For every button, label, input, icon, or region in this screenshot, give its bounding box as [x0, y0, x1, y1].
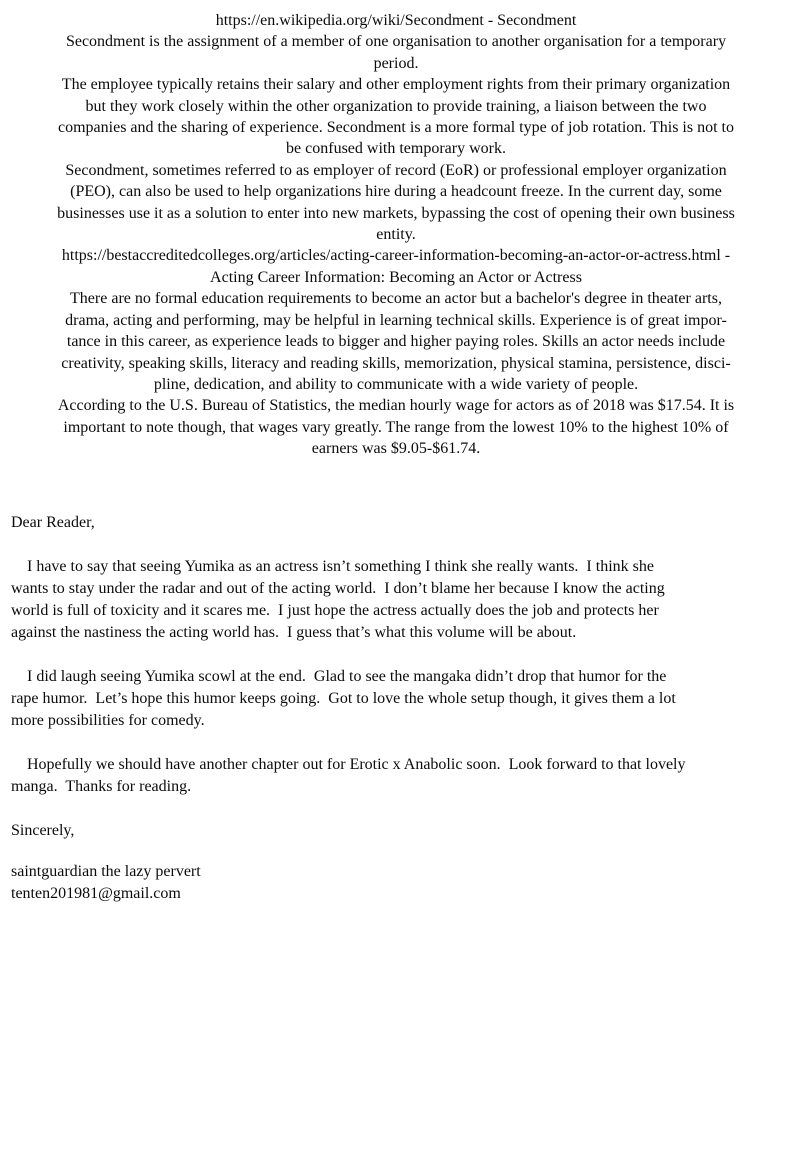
- reference-excerpts-block: [11, 10, 781, 460]
- text-line: world is full of toxicity and it scares me. I just hope the actress actually does the job and protects her: [11, 601, 659, 619]
- text-line: creativity, speaking skills, literacy and reading skills, memorization, physical stamina, persistence, disci-: [61, 354, 731, 372]
- letter-paragraph-2: [11, 666, 781, 732]
- text-line: Secondment, sometimes referred to as employer of record (EoR) or professional employer organization: [65, 161, 727, 179]
- text-line: against the nastiness the acting world has. I guess that’s what this volume will be about.: [11, 623, 577, 641]
- letter-salutation: [11, 512, 781, 534]
- text-line: I did laugh seeing Yumika scowl at the end. Glad to see the mangaka didn’t drop that humor for the: [11, 667, 667, 685]
- text-line: more possibilities for comedy.: [11, 711, 205, 729]
- text-line: Acting Career Information: Becoming an Actor or Actress: [210, 268, 582, 286]
- text-line: Dear Reader,: [11, 513, 95, 531]
- text-line: tenten201981@gmail.com: [11, 884, 181, 902]
- letter-body: [11, 512, 781, 905]
- text-line: entity.: [376, 226, 416, 244]
- text-line: wants to stay under the radar and out of the acting world. I don’t blame her because I know the acting: [11, 579, 665, 597]
- text-line: There are no formal education requirements to become an actor but a bachelor's degree in theater arts,: [70, 290, 722, 308]
- letter-closing: [11, 820, 781, 842]
- text-line: be confused with temporary work.: [286, 140, 506, 158]
- letter-paragraph-1: [11, 556, 781, 644]
- text-line: The employee typically retains their salary and other employment rights from their primary organization: [61, 76, 731, 94]
- text-line: https://bestaccreditedcolleges.org/articles/acting-career-information-becoming-an-actor-or-actress.html -: [61, 247, 731, 265]
- letter-signature: [11, 861, 781, 905]
- text-line: Sincerely,: [11, 821, 75, 839]
- text-line: Secondment is the assignment of a member of one organisation to another organisation for a temporary: [65, 33, 727, 51]
- text-line: period.: [373, 54, 419, 72]
- text-line: (PEO), can also be used to help organizations hire during a headcount freeze. In the current day, some: [70, 183, 722, 201]
- text-line: companies and the sharing of experience. Secondment is a more formal type of job rotation. This is not to: [58, 119, 734, 137]
- text-line: earners was $9.05-$61.74.: [311, 440, 481, 458]
- text-line: tance in this career, as experience leads to bigger and higher paying roles. Skills an actor needs include: [66, 333, 726, 351]
- text-line: drama, acting and performing, may be helpful in learning technical skills. Experience is of great impor-: [65, 311, 727, 329]
- text-line: pline, dedication, and ability to communicate with a wide variety of people.: [153, 375, 639, 393]
- text-line: manga. Thanks for reading.: [11, 777, 192, 795]
- text-line: but they work closely within the other organization to provide training, a liaison between the two: [85, 97, 707, 115]
- text-line: saintguardian the lazy pervert: [11, 862, 201, 880]
- text-line: Hopefully we should have another chapter out for Erotic x Anabolic soon. Look forward to that lovely: [11, 755, 686, 773]
- text-line: https://en.wikipedia.org/wiki/Secondment - Secondment: [215, 12, 577, 29]
- letter-paragraph-3: [11, 754, 781, 798]
- text-line: businesses use it as a solution to enter into new markets, bypassing the cost of opening their own business: [57, 204, 735, 222]
- text-line: I have to say that seeing Yumika as an actress isn’t something I think she really wants. I think she: [11, 557, 654, 575]
- text-line: important to note though, that wages vary greatly. The range from the lowest 10% to the highest 10% of: [63, 418, 729, 436]
- text-line: According to the U.S. Bureau of Statistics, the median hourly wage for actors as of 2018 was $17.54. It is: [57, 397, 735, 415]
- text-line: rape humor. Let’s hope this humor keeps going. Got to love the whole setup though, it gives them a lot: [11, 689, 676, 707]
